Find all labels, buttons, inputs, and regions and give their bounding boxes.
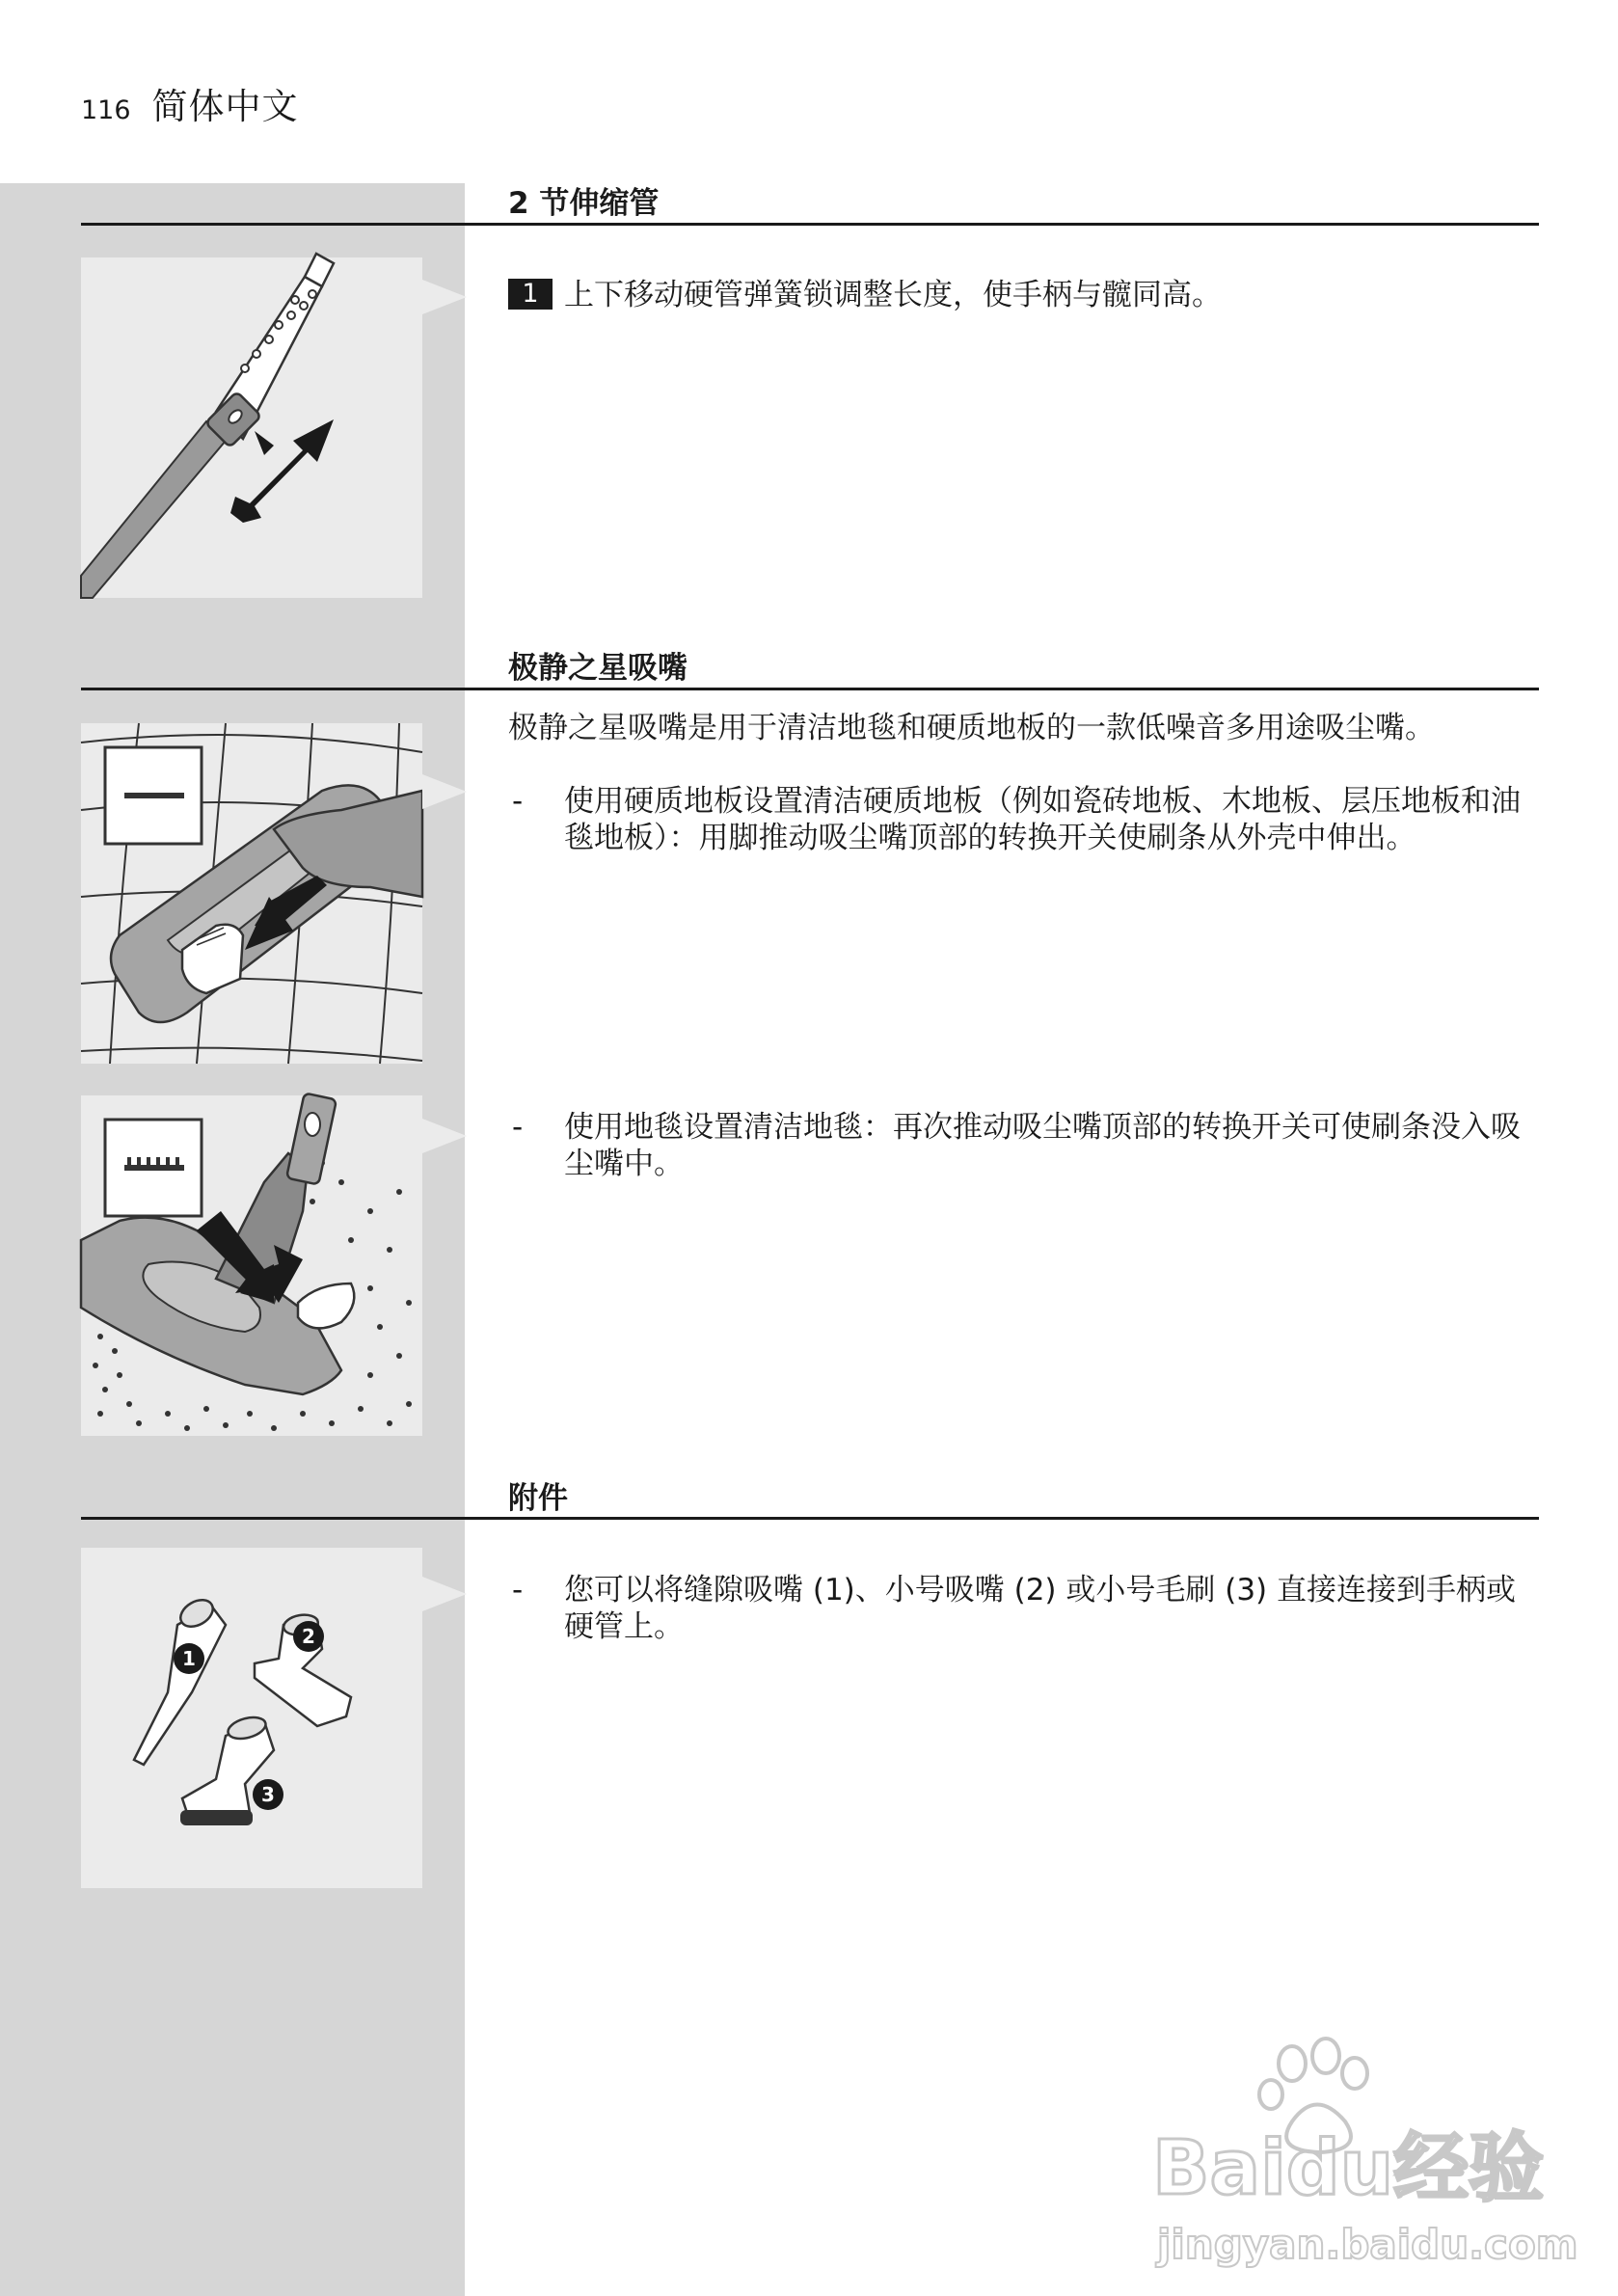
telescopic-tube-illustration [81,257,422,598]
step-number-badge: 1 [508,279,553,310]
accessories-icon [81,1548,422,1888]
bullet-accessories [508,1572,1540,1645]
figure-pointer [422,1119,467,1153]
page-number: 116 [81,95,131,125]
baidu-paw-logo-icon [1147,2044,1578,2276]
page-language: 简体中文 [151,86,299,127]
accessories-illustration [81,1548,422,1888]
watermark-brand: Baidu经验 [1152,2125,1545,2212]
page-header [81,77,299,129]
figure-pointer [422,1577,467,1611]
figure-pointer [422,280,467,314]
hard-floor-setting-illustration [81,723,422,1064]
accessory-label-2: 2 [302,1625,315,1648]
bullet-carpet [508,1109,1540,1182]
telescopic-tube-icon [81,257,422,598]
bullet-text: 您可以将缝隙吸嘴 (1)、小号吸嘴 (2) 或小号毛刷 (3) 直接连接到手柄或硬管上。 [564,1573,1517,1644]
accessory-label-3: 3 [261,1783,275,1806]
watermark-url: jingyan.baidu.com [1157,2221,1578,2268]
section-divider [81,688,1539,690]
bullet-dash: - [512,1573,524,1607]
hard-floor-nozzle-icon [81,723,422,1064]
section-divider [81,223,1539,226]
section-title-telescopic-tube: 2 节伸缩管 [508,186,660,221]
carpet-setting-illustration [81,1095,422,1436]
baidu-watermark [1147,2044,1578,2276]
accessory-label-1: 1 [182,1647,196,1670]
bullet-text: 使用地毯设置清洁地毯：再次推动吸尘嘴顶部的转换开关可使刷条没入吸尘嘴中。 [564,1110,1521,1181]
carpet-nozzle-icon [81,1095,422,1436]
section-title-accessories: 附件 [508,1481,568,1516]
bullet-dash: - [512,1110,524,1145]
step-1 [508,277,1222,313]
bullet-dash: - [512,784,524,819]
section-divider [81,1517,1539,1520]
bullet-hard-floor [508,783,1540,856]
step-text: 上下移动硬管弹簧锁调整长度，使手柄与髋同高。 [564,278,1222,312]
quiet-nozzle-intro: 极静之星吸嘴是用于清洁地毯和硬质地板的一款低噪音多用途吸尘嘴。 [508,711,1435,745]
section-title-quiet-nozzle: 极静之星吸嘴 [508,651,688,686]
figure-pointer [422,774,467,809]
bullet-text: 使用硬质地板设置清洁硬质地板（例如瓷砖地板、木地板、层压地板和油毯地板）：用脚推动吸尘嘴顶部的转换开关使刷条从外壳中伸出。 [564,784,1521,855]
